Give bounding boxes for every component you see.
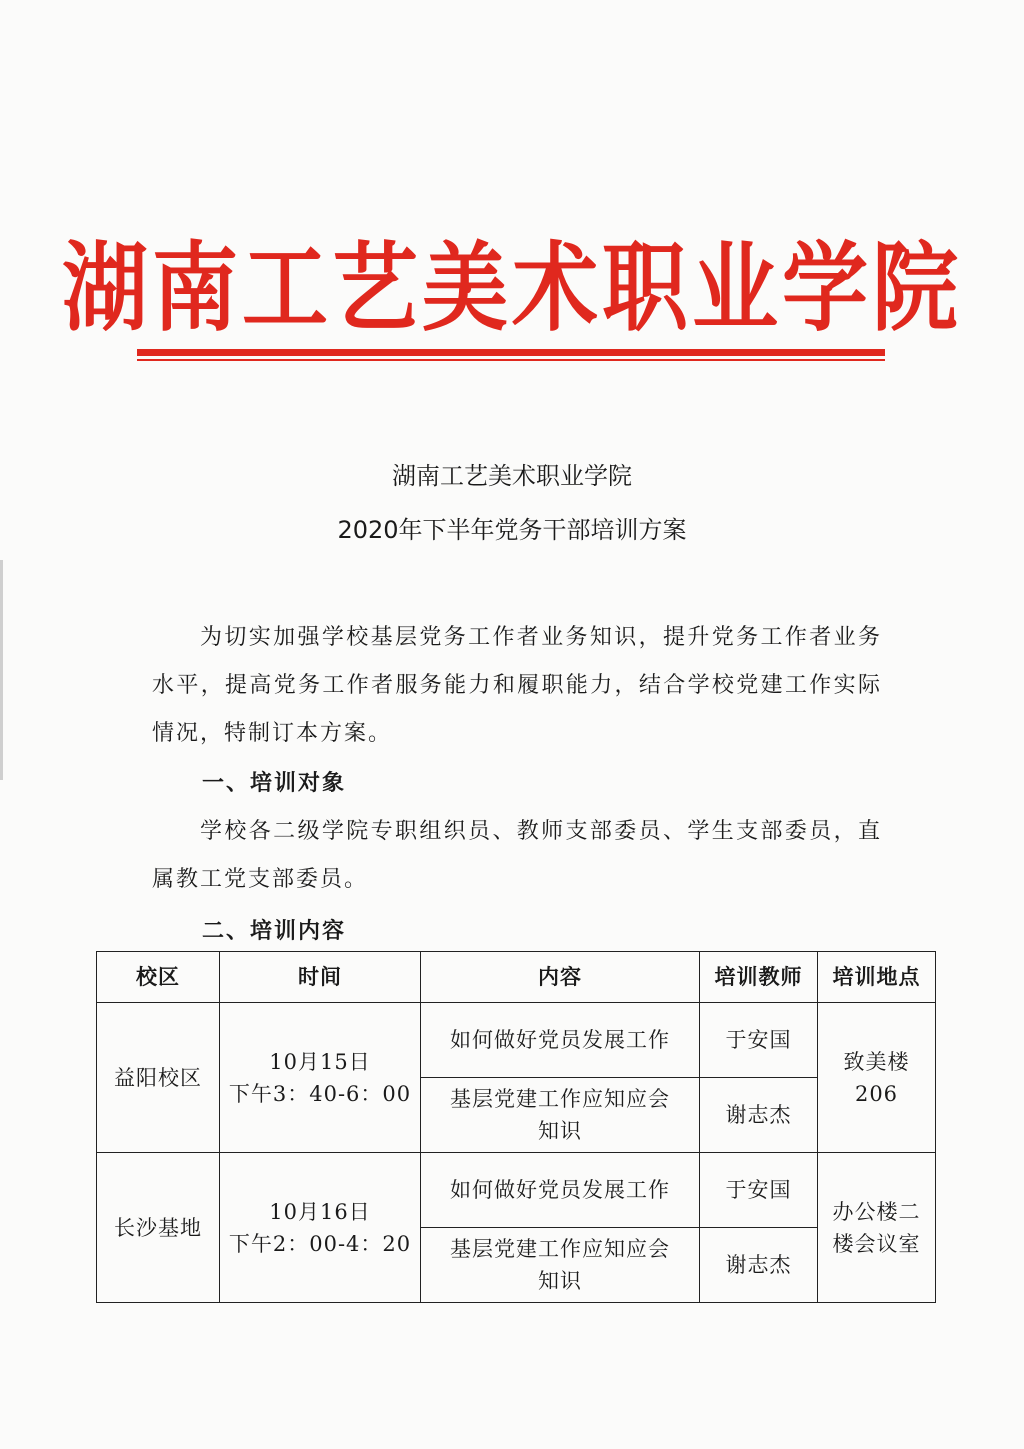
date-text: 10月16日 bbox=[269, 1199, 371, 1224]
teacher-cell: 于安国 bbox=[700, 1003, 818, 1078]
teacher-cell: 于安国 bbox=[700, 1153, 818, 1228]
document-title-line2: 2020年下半年党务干部培训方案 bbox=[337, 516, 687, 544]
letterhead-title: 湖南工艺美术职业学院 bbox=[62, 232, 962, 346]
section1-heading: 一、培训对象 bbox=[202, 771, 347, 796]
letterhead-red-rule bbox=[137, 349, 885, 356]
teacher-cell: 谢志杰 bbox=[700, 1078, 818, 1153]
header-content: 内容 bbox=[421, 952, 700, 1003]
header-location: 培训地点 bbox=[818, 952, 936, 1003]
content-cell: 如何做好党员发展工作 bbox=[421, 1153, 700, 1228]
teacher-cell: 谢志杰 bbox=[700, 1228, 818, 1303]
time-text: 下午3：40-6：00 bbox=[228, 1081, 412, 1106]
time-text: 下午2：00-4：20 bbox=[228, 1231, 412, 1256]
campus-cell: 益阳校区 bbox=[97, 1003, 220, 1153]
header-campus: 校区 bbox=[97, 952, 220, 1003]
section1-paragraph: 学校各二级学院专职组织员、教师支部委员、学生支部委员，直属教工党支部委员。 bbox=[152, 819, 882, 892]
letterhead-red-rule-thin bbox=[137, 359, 885, 361]
location-cell: 致美楼206 bbox=[818, 1003, 936, 1153]
page-edge-shadow bbox=[0, 560, 3, 780]
section2-heading: 二、培训内容 bbox=[202, 919, 347, 944]
content-cell: 基层党建工作应知应会知识 bbox=[421, 1228, 700, 1303]
document-title-line1: 湖南工艺美术职业学院 bbox=[392, 462, 632, 490]
time-cell bbox=[220, 1153, 421, 1303]
content-cell: 基层党建工作应知应会知识 bbox=[421, 1078, 700, 1153]
date-text: 10月15日 bbox=[269, 1049, 371, 1074]
training-schedule-table bbox=[96, 951, 936, 1303]
table-header-row bbox=[97, 952, 936, 1003]
location-cell: 办公楼二楼会议室 bbox=[818, 1153, 936, 1303]
header-time: 时间 bbox=[220, 952, 421, 1003]
time-cell bbox=[220, 1003, 421, 1153]
intro-paragraph: 为切实加强学校基层党务工作者业务知识，提升党务工作者业务水平，提高党务工作者服务能力和履职能力，结合学校党建工作实际情况，特制订本方案。 bbox=[152, 625, 882, 746]
table-row bbox=[97, 1003, 936, 1078]
content-cell: 如何做好党员发展工作 bbox=[421, 1003, 700, 1078]
header-teacher: 培训教师 bbox=[700, 952, 818, 1003]
table-row bbox=[97, 1153, 936, 1228]
campus-cell: 长沙基地 bbox=[97, 1153, 220, 1303]
